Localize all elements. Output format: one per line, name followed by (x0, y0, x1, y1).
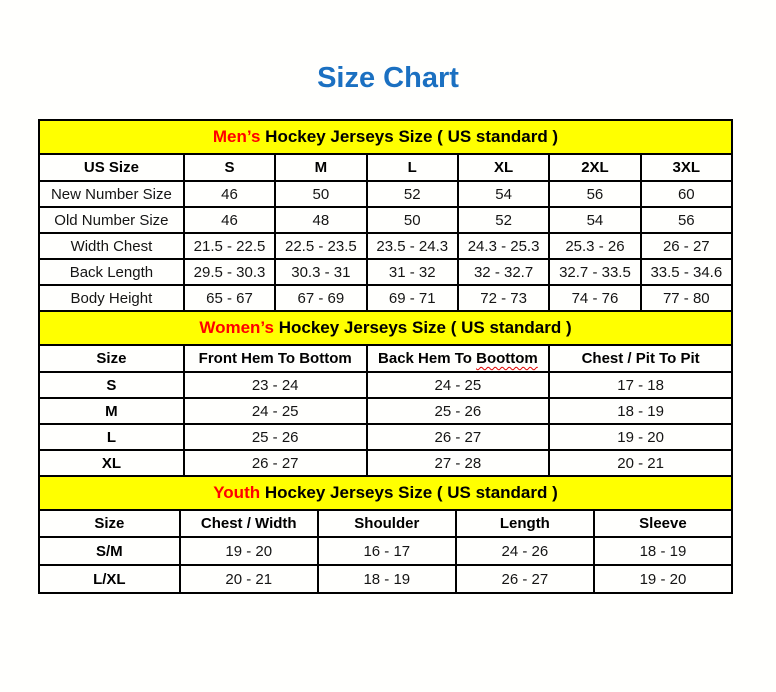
table-row (39, 565, 732, 593)
row-label-cell: S/M (39, 537, 180, 565)
row-label-cell: L/XL (39, 565, 180, 593)
value-cell: 25 - 26 (367, 398, 550, 424)
value-cell: 69 - 71 (367, 285, 458, 311)
value-cell: 21.5 - 22.5 (184, 233, 275, 259)
value-cell: 27 - 28 (367, 450, 550, 476)
value-cell: 32 - 32.7 (458, 259, 549, 285)
table-row (39, 233, 732, 259)
value-cell: 32.7 - 33.5 (549, 259, 640, 285)
value-cell: 19 - 20 (594, 565, 732, 593)
value-cell: 20 - 21 (180, 565, 318, 593)
value-cell: 54 (458, 181, 549, 207)
value-cell: 56 (549, 181, 640, 207)
youth-col-header: Chest / Width (180, 510, 318, 537)
value-cell: 50 (275, 181, 366, 207)
womens-col-header: Front Hem To Bottom (184, 345, 367, 372)
table-row (39, 207, 732, 233)
value-cell: 18 - 19 (549, 398, 732, 424)
value-cell: 20 - 21 (549, 450, 732, 476)
mens-col-header: M (275, 154, 366, 181)
row-label-cell: Back Length (39, 259, 184, 285)
value-cell: 60 (641, 181, 732, 207)
mens-banner-highlight: Men’s (212, 127, 261, 146)
womens-col-header: Back Hem To Boottom (367, 345, 550, 372)
mens-col-header: XL (458, 154, 549, 181)
youth-col-header: Shoulder (318, 510, 456, 537)
value-cell: 26 - 27 (456, 565, 594, 593)
mens-col-header: S (184, 154, 275, 181)
row-label-cell: XL (39, 450, 184, 476)
youth-col-header: Sleeve (594, 510, 732, 537)
mens-header-row (39, 154, 732, 181)
value-cell: 24 - 26 (456, 537, 594, 565)
youth-banner-row (39, 476, 732, 510)
table-row (39, 181, 732, 207)
value-cell: 72 - 73 (458, 285, 549, 311)
row-label-cell: L (39, 424, 184, 450)
value-cell: 52 (458, 207, 549, 233)
value-cell: 29.5 - 30.3 (184, 259, 275, 285)
value-cell: 24 - 25 (367, 372, 550, 398)
value-cell: 16 - 17 (318, 537, 456, 565)
value-cell: 77 - 80 (641, 285, 732, 311)
value-cell: 52 (367, 181, 458, 207)
value-cell: 30.3 - 31 (275, 259, 366, 285)
value-cell: 46 (184, 207, 275, 233)
value-cell: 50 (367, 207, 458, 233)
page-title: Size Chart (317, 62, 459, 94)
table-row (39, 372, 732, 398)
value-cell: 54 (549, 207, 640, 233)
womens-banner (39, 311, 732, 345)
table-row (39, 259, 732, 285)
mens-col-header: US Size (39, 154, 184, 181)
row-label-cell: S (39, 372, 184, 398)
value-cell: 24 - 25 (184, 398, 367, 424)
table-row (39, 424, 732, 450)
value-cell: 19 - 20 (180, 537, 318, 565)
mens-banner (39, 120, 732, 154)
value-cell: 67 - 69 (275, 285, 366, 311)
womens-col-header: Chest / Pit To Pit (549, 345, 732, 372)
value-cell: 25 - 26 (184, 424, 367, 450)
row-label-cell: M (39, 398, 184, 424)
value-cell: 48 (275, 207, 366, 233)
value-cell: 56 (641, 207, 732, 233)
youth-banner (39, 476, 732, 510)
womens-col-header: Size (39, 345, 184, 372)
womens-banner-highlight: Women’s (199, 318, 274, 337)
misspelled-word: Boottom (476, 350, 538, 367)
row-label-cell: Width Chest (39, 233, 184, 259)
table-row (39, 285, 732, 311)
value-cell: 19 - 20 (549, 424, 732, 450)
value-cell: 25.3 - 26 (549, 233, 640, 259)
youth-banner-highlight: Youth (213, 483, 261, 502)
value-cell: 26 - 27 (367, 424, 550, 450)
value-cell: 18 - 19 (318, 565, 456, 593)
value-cell: 46 (184, 181, 275, 207)
youth-header-row (39, 510, 732, 537)
mens-size-table (38, 119, 733, 312)
row-label-cell: Body Height (39, 285, 184, 311)
value-cell: 31 - 32 (367, 259, 458, 285)
womens-banner-text: Hockey Jerseys Size ( US standard ) (278, 318, 572, 337)
value-cell: 26 - 27 (184, 450, 367, 476)
table-row (39, 398, 732, 424)
value-cell: 65 - 67 (184, 285, 275, 311)
youth-col-header: Size (39, 510, 180, 537)
size-chart-page (0, 62, 776, 594)
value-cell: 74 - 76 (549, 285, 640, 311)
womens-size-table (38, 310, 733, 477)
row-label-cell: Old Number Size (39, 207, 184, 233)
value-cell: 18 - 19 (594, 537, 732, 565)
mens-banner-row (39, 120, 732, 154)
table-row (39, 537, 732, 565)
value-cell: 23.5 - 24.3 (367, 233, 458, 259)
row-label-cell: New Number Size (39, 181, 184, 207)
value-cell: 33.5 - 34.6 (641, 259, 732, 285)
mens-col-header: 2XL (549, 154, 640, 181)
value-cell: 24.3 - 25.3 (458, 233, 549, 259)
mens-col-header: L (367, 154, 458, 181)
womens-banner-row (39, 311, 732, 345)
value-cell: 23 - 24 (184, 372, 367, 398)
mens-col-header: 3XL (641, 154, 732, 181)
mens-banner-text: Hockey Jerseys Size ( US standard ) (265, 127, 559, 146)
value-cell: 22.5 - 23.5 (275, 233, 366, 259)
youth-size-table (38, 475, 733, 594)
womens-header-row (39, 345, 732, 372)
value-cell: 17 - 18 (549, 372, 732, 398)
size-tables (38, 119, 733, 594)
youth-col-header: Length (456, 510, 594, 537)
value-cell: 26 - 27 (641, 233, 732, 259)
youth-banner-text: Hockey Jerseys Size ( US standard ) (264, 483, 558, 502)
table-row (39, 450, 732, 476)
